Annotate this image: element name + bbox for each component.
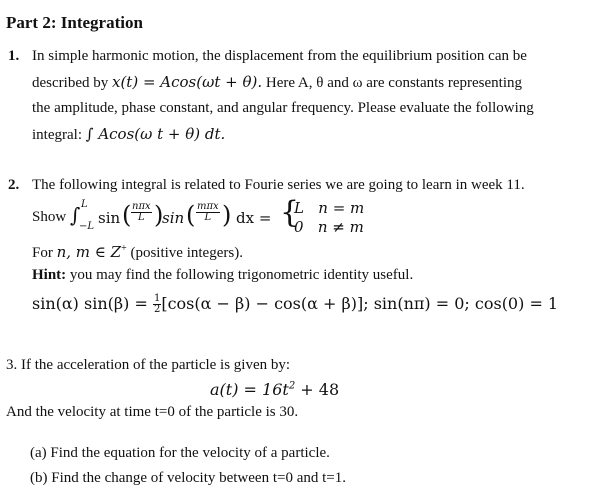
q2-hint-text: you may find the following trigonometric identity useful. <box>66 267 414 283</box>
q3-part-b: (b) Find the change of velocity between t=0 and t=1. <box>30 470 346 486</box>
q2-hint-label: Hint: <box>32 267 67 283</box>
q2-case-2: 0 n ≠ m <box>294 218 364 236</box>
q2-sin-1: sin <box>98 209 121 227</box>
q1-integral-expression: ∫ Acos(ω t + θ) dt. <box>85 125 226 143</box>
q2-lower-limit: −L <box>79 221 95 232</box>
q3-eq-main: a(t) = 16t <box>210 380 289 399</box>
q2-frac2 <box>196 202 220 223</box>
q2-paren-open-1: ( <box>122 201 132 229</box>
q2-for-sup: + <box>121 243 127 254</box>
q2-for-math: n, m ∈ Z <box>56 243 122 261</box>
q2-frac2-num: mπx <box>197 201 219 212</box>
q2-hint-line <box>32 267 413 284</box>
q2-identity-right: [cos(α − β) − cos(α + β)]; sin(nπ) = 0; cos(0) = 1 <box>161 294 559 313</box>
q3-line1: 3. If the acceleration of the particle is given by: <box>6 357 291 373</box>
q3-eq-tail: + 48 <box>295 380 340 399</box>
q2-frac1 <box>131 202 152 223</box>
q3-line3: And the velocity at time t=0 of the particle is 30. <box>6 404 299 420</box>
q2-dx-equals: dx = <box>236 209 272 227</box>
q2-show-label: Show <box>32 209 67 225</box>
q2-for-line <box>32 243 243 262</box>
q1-line1: In simple harmonic motion, the displacement from the equilibrium position can be <box>32 48 527 64</box>
q2-for-prefix: For <box>32 245 57 261</box>
q2-frac1-num: nπx <box>132 201 151 212</box>
q2-frac2-den: L <box>204 212 212 223</box>
q2-frac1-den: L <box>138 212 145 223</box>
q2-half-num: 1 <box>153 293 161 304</box>
q2-paren-open-2: ( <box>186 201 196 229</box>
q2-identity-left: sin(α) sin(β) = <box>32 294 153 313</box>
q2-half-den: 2 <box>153 304 161 315</box>
q1-number: 1. <box>8 48 20 64</box>
q2-identity <box>32 294 558 315</box>
q2-case-brace: { <box>280 195 300 230</box>
q1-line4-prefix: integral: <box>32 127 86 143</box>
q1-displacement-equation: x(t) = Acos(ωt + θ). <box>111 73 263 91</box>
q2-for-suffix: (positive integers). <box>126 245 243 261</box>
q1-line2 <box>32 73 522 92</box>
q1-line2-prefix: described by <box>32 75 112 91</box>
q2-sin-2: sin <box>162 209 185 227</box>
q2-paren-close-2: ) <box>222 201 232 229</box>
q3-eq-sup: 2 <box>288 380 296 392</box>
q2-integral-sign: ∫ <box>70 203 81 227</box>
q3-acceleration-equation <box>210 380 339 399</box>
q1-line3: the amplitude, phase constant, and angular frequency. Please evaluate the following <box>32 100 534 116</box>
q2-upper-limit: L <box>81 199 88 210</box>
q1-line2-suffix: Here A, θ and ω are constants representing <box>262 75 522 91</box>
q3-part-a: (a) Find the equation for the velocity of a particle. <box>30 445 330 461</box>
q1-line4 <box>32 125 225 144</box>
q2-line1: The following integral is related to Fourie series we are going to learn in week 11. <box>32 177 525 193</box>
q2-case-1: L n = m <box>294 199 365 217</box>
section-heading: Part 2: Integration <box>6 13 143 32</box>
q2-number: 2. <box>8 177 20 193</box>
q2-paren-close-1: ) <box>154 201 164 229</box>
